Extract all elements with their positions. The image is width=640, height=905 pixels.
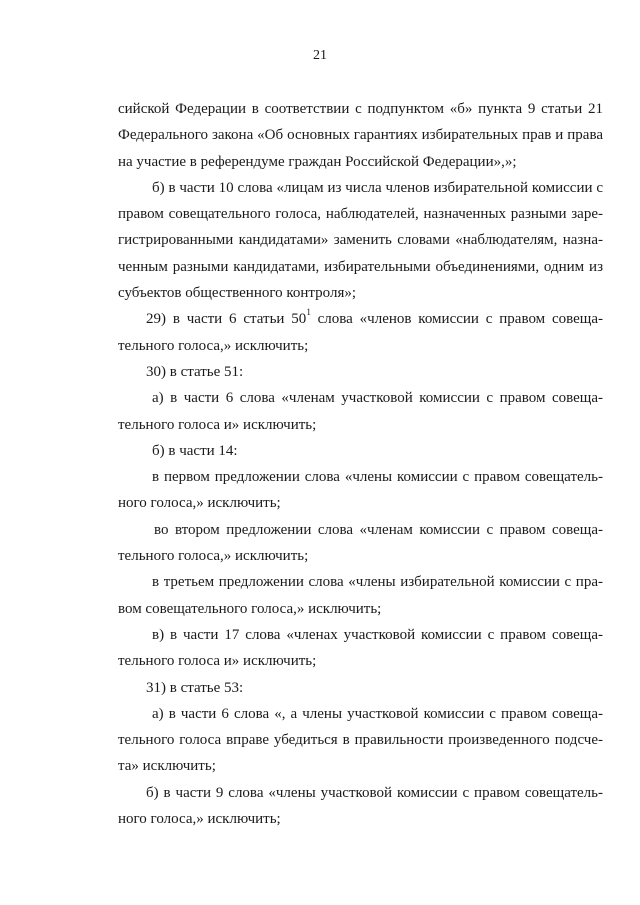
paragraph-second-sentence: во втором предложении слова «членам комиссии с правом совещательного голоса,» исключить; xyxy=(118,521,603,565)
paragraph-item-30-b: б) в части 14: xyxy=(152,442,238,459)
paragraph-item-30: 30) в статье 51: xyxy=(146,363,244,380)
paragraph-third-sentence: в третьем предложении слова «члены избирательной комиссии с правом совещательного голоса,» исключить; xyxy=(118,574,603,617)
paragraph-item-29 xyxy=(118,306,603,359)
paragraph-continuation: сийской Федерации в соответствии с подпунктом «б» пункта 9 статьи 21 Федерального закона «Об основных гарантиях избирательных прав и права на участие в референдуме граждан Российской Федерации»,»; xyxy=(118,101,603,170)
item-29-text-start: 29) в части 6 статьи 50 xyxy=(146,311,307,328)
paragraph-item-b-part-10: б) в части 10 слова «лицам из числа членов избирательной комиссии с правом совещательного голоса, наблюдателей, назначенных разными зарегистрированными кандидатами» заменить словами «наблюдателям, назначенным разными кандидатами, избирательными объединениями, одним из субъектов общественного контроля»; xyxy=(118,179,603,302)
document-body xyxy=(118,96,603,832)
paragraph-first-sentence: в первом предложении слова «члены комиссии с правом совещательного голоса,» исключить; xyxy=(118,469,603,512)
paragraph-item-31: 31) в статье 53: xyxy=(146,679,244,696)
article-superscript: 1 xyxy=(306,307,311,318)
item-29-text-end: слова «членов комиссии с правом совещательного голоса,» исключить; xyxy=(118,311,604,354)
paragraph-item-30-v: в) в части 17 слова «членах участковой комиссии с правом совещательного голоса и» исключить; xyxy=(118,626,603,670)
paragraph-item-30-a: а) в части 6 слова «членам участковой комиссии с правом совещательного голоса и» исключить; xyxy=(118,390,603,433)
paragraph-item-31-b: б) в части 9 слова «члены участковой комиссии с правом совещательного голоса,» исключить; xyxy=(118,784,603,828)
paragraph-item-31-a: а) в части 6 слова «, а члены участковой комиссии с правом совещательного голоса вправе убедиться в правильности произведенного подсчета» исключить; xyxy=(118,705,603,775)
page-number: 21 xyxy=(313,48,327,63)
